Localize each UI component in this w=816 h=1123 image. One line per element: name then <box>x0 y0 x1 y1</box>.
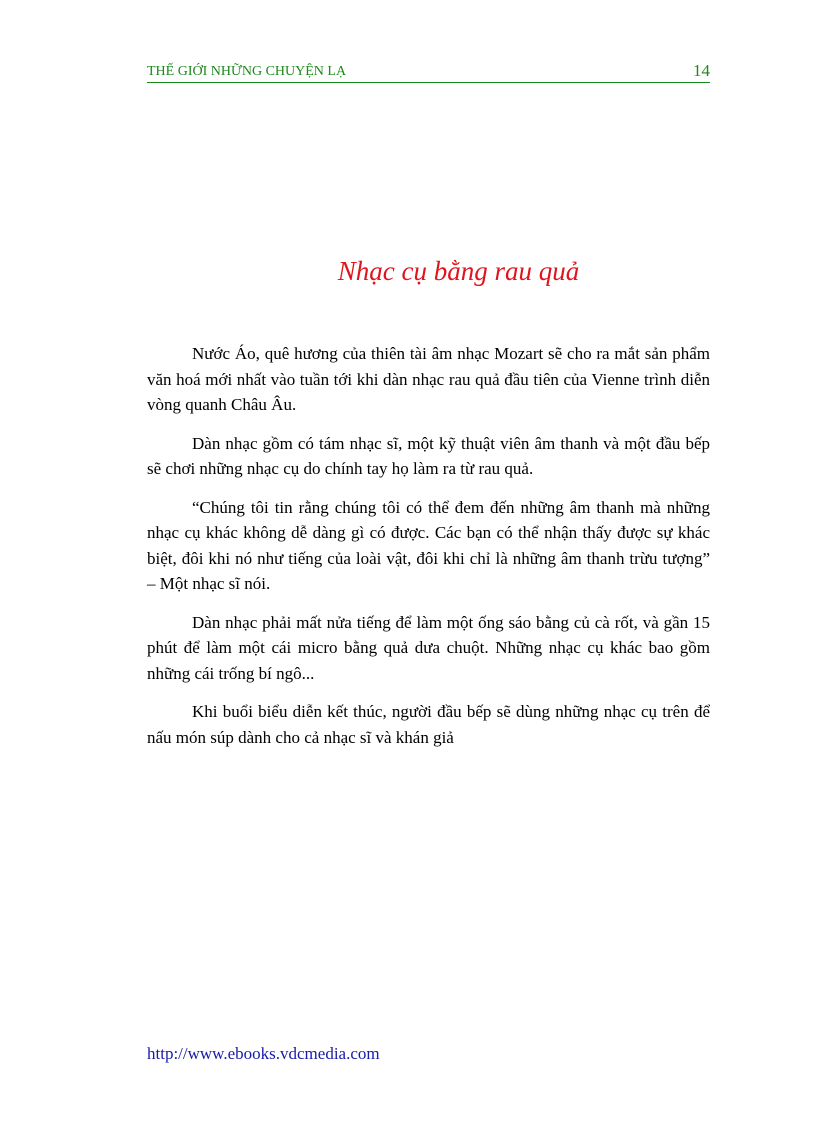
paragraph: Khi buổi biểu diễn kết thúc, người đầu bếp sẽ dùng những nhạc cụ trên để nấu món súp dành cho cả nhạc sĩ và khán giả <box>147 702 710 747</box>
paragraph: Nước Áo, quê hương của thiên tài âm nhạc Mozart sẽ cho ra mắt sản phẩm văn hoá mới nhất vào tuần tới khi dàn nhạc rau quả đầu tiên của Vienne trình diễn vòng quanh Châu Âu. <box>147 344 710 414</box>
paragraph: Dàn nhạc gồm có tám nhạc sĩ, một kỹ thuật viên âm thanh và một đầu bếp sẽ chơi những nhạc cụ do chính tay họ làm ra từ rau quả. <box>147 433 710 478</box>
article-body <box>147 341 710 763</box>
article-title: Nhạc cụ bằng rau quả <box>337 256 580 286</box>
paragraph: “Chúng tôi tin rằng chúng tôi có thể đem đến những âm thanh mà những nhạc cụ khác không dễ dàng gì có được. Các bạn có thể nhận thấy được sự khác biệt, đôi khi nó như tiếng của loài vật, đôi khi chỉ là những âm thanh trừu tượng” – Một nhạc sĩ nói. <box>147 497 710 593</box>
page-header <box>147 62 710 83</box>
footer-url-link[interactable]: http://www.ebooks.vdcmedia.com <box>147 1044 380 1063</box>
paragraph: Dàn nhạc phải mất nửa tiếng để làm một ống sáo bằng củ cà rốt, và gần 15 phút để làm một cái micro bằng quả dưa chuột. Những nhạc cụ khác bao gồm những cái trống bí ngô... <box>147 612 710 683</box>
header-book-title: THẾ GIỚI NHỮNG CHUYỆN LẠ <box>147 64 347 79</box>
header-page-number: 14 <box>693 61 710 80</box>
